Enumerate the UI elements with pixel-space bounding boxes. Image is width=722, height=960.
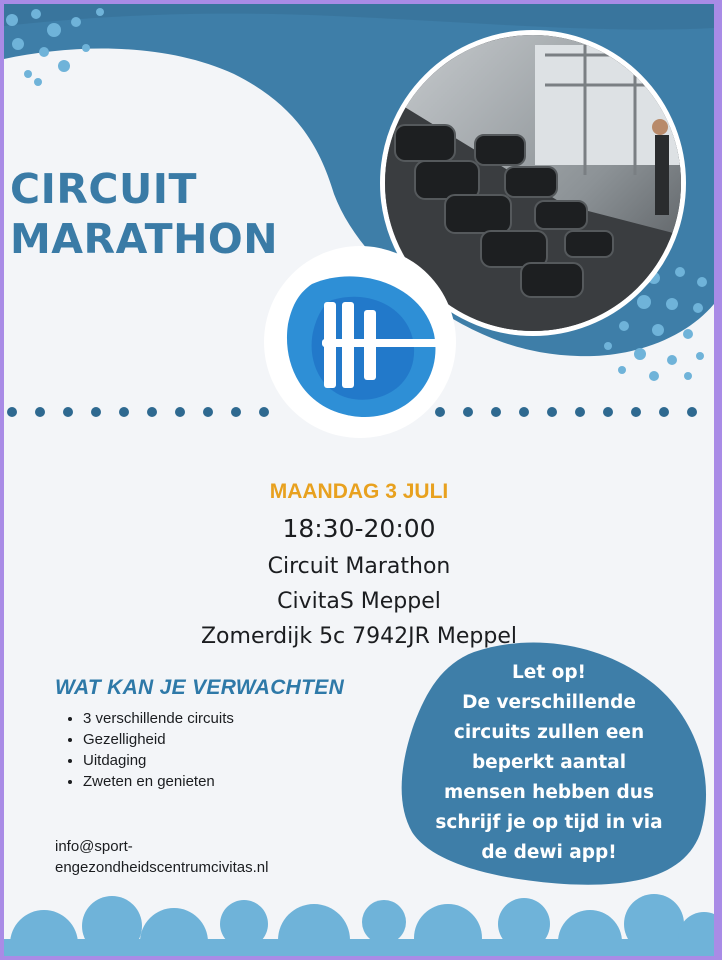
expectations-list <box>62 708 234 792</box>
expectation-item: • Zweten en genieten <box>83 771 234 792</box>
expectation-item: • Gezelligheid <box>83 729 234 750</box>
expectations-heading: WAT KAN JE VERWACHTEN <box>55 676 345 699</box>
bottom-clouds <box>4 894 714 956</box>
title-line-1: CIRCUIT <box>10 165 198 213</box>
notice-line: Let op! <box>511 662 586 683</box>
event-address: Zomerdijk 5c 7942JR Meppel <box>200 624 517 649</box>
notice-line: de dewi app! <box>481 842 617 863</box>
event-venue: CivitaS Meppel <box>277 589 441 614</box>
contact-email-line-1: info@sport- <box>55 838 133 855</box>
notice-line: schrijf je op tijd in via <box>435 812 663 833</box>
event-name: Circuit Marathon <box>267 554 451 579</box>
notice-line: beperkt aantal <box>471 752 627 773</box>
poster <box>4 4 714 956</box>
event-date: MAANDAG 3 JULI <box>269 480 449 503</box>
poster-title <box>10 164 278 264</box>
event-time: 18:30-20:00 <box>282 514 436 543</box>
expectation-item: • 3 verschillende circuits <box>83 708 234 729</box>
title-line-2: MARATHON <box>10 215 279 263</box>
contact-email-line-2: engezondheidscentrumcivitas.nl <box>55 859 269 876</box>
expectation-item: • Uitdaging <box>83 750 234 771</box>
notice-text <box>416 658 682 868</box>
contact-email <box>55 836 268 878</box>
notice-line: circuits zullen een <box>453 722 645 743</box>
barbell-logo-icon <box>262 244 458 440</box>
notice-line: mensen hebben dus <box>444 782 654 803</box>
notice-line: De verschillende <box>462 692 636 713</box>
